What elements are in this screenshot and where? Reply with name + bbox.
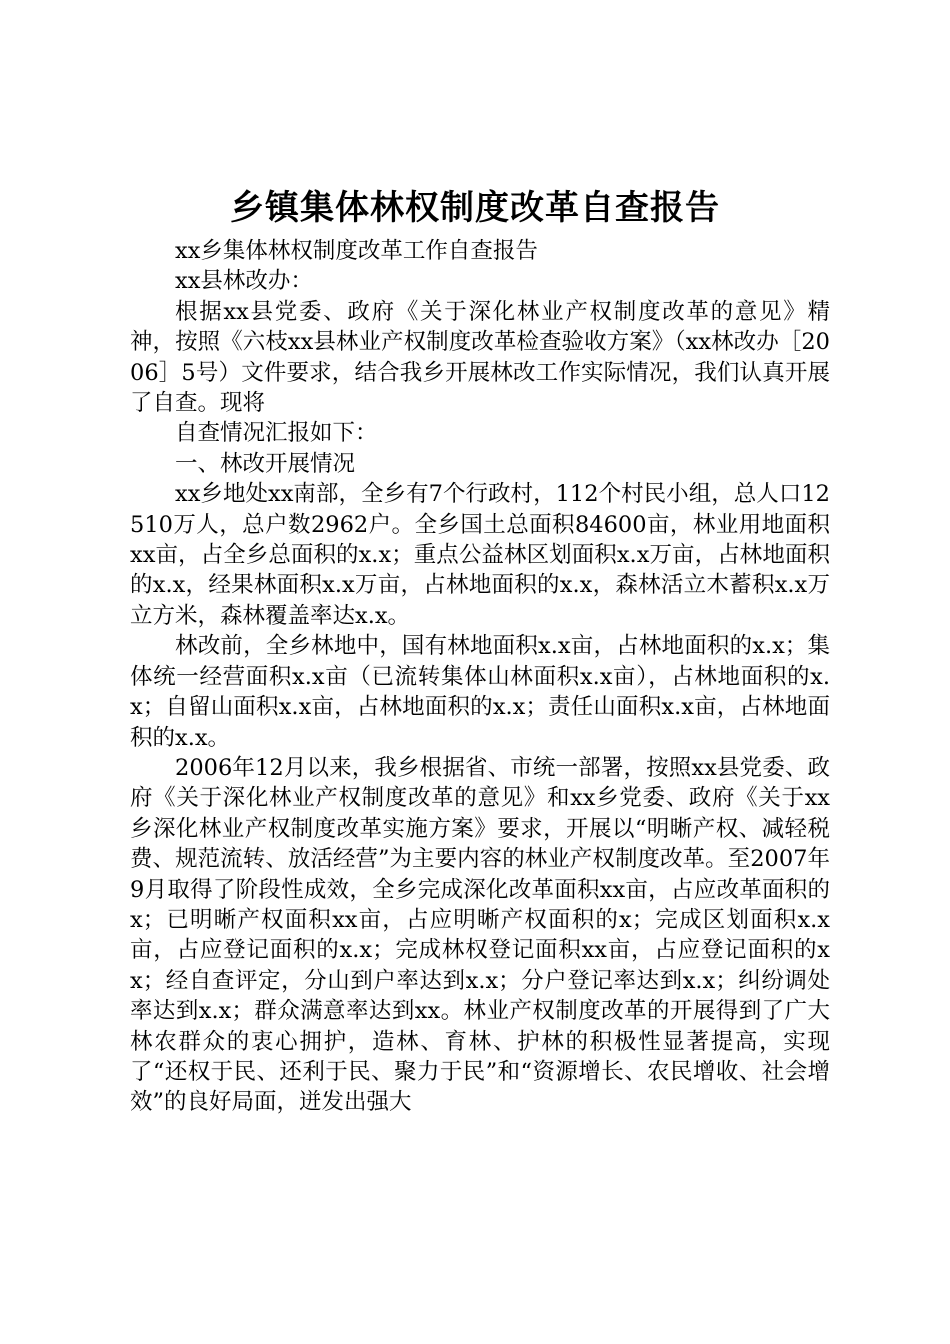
body-paragraph: 林改前，全乡林地中，国有林地面积x.x亩，占林地面积的x.x；集体统一经营面积x.x亩（已流转集体山林面积x.x亩），占林地面积的x.x；自留山面积x.x亩，占林地面积的x.x；责任山面积x.x亩，占林地面积的x.x。 bbox=[130, 633, 830, 751]
body-paragraph: xx乡地处xx南部，全乡有7个行政村，112个村民小组，总人口12510万人，总户数2962户。全乡国土总面积84600亩，林业用地面积xx亩，占全乡总面积的x.x；重点公益林区划面积x.x万亩，占林地面积的x.x，经果林面积x.x万亩，占林地面积的x.x，森林活立木蓄积x.x万立方米，森林覆盖率达x.x。 bbox=[130, 481, 830, 629]
section-heading: 一、林改开展情况 bbox=[175, 450, 356, 477]
report-subtitle: xx乡集体林权制度改革工作自查报告 bbox=[175, 238, 538, 264]
body-paragraph: 2006年12月以来，我乡根据省、市统一部署，按照xx县党委、政府《关于深化林业产权制度改革的意见》和xx乡党委、政府《关于xx乡深化林业产权制度改革实施方案》要求，开展以“明晰产权、减轻税费、规范流转、放活经营”为主要内容的林业产权制度改革。至2007年9月取得了阶段性成效，全乡完成深化改革面积xx亩，占应改革面积的x；已明晰产权面积xx亩，占应明晰产权面积的x；完成区划面积x.x亩，占应登记面积的x.x；完成林权登记面积xx亩，占应登记面积的xx；经自查评定，分山到户率达到x.x；分户登记率达到x.x；纠纷调处率达到x.x；群众满意率达到xx。林业产权制度改革的开展得到了广大林农群众的衷心拥护，造林、育林、护林的积极性显著提高，实现了“还权于民、还利于民、聚力于民”和“资源增长、农民增收、社会增效”的良好局面，迸发出强大 bbox=[130, 754, 830, 1116]
intro-paragraph: 根据xx县党委、政府《关于深化林业产权制度改革的意见》精神，按照《六枝xx县林业产权制度改革检查验收方案》（xx林改办［2006］5号）文件要求，结合我乡开展林改工作实际情况，我们认真开展了自查。现将 bbox=[130, 298, 830, 417]
recipient-line: xx县林改办： bbox=[175, 268, 313, 295]
document-body bbox=[130, 236, 830, 1118]
intro-continuation: 自查情况汇报如下： bbox=[175, 420, 378, 447]
document-title: 乡镇集体林权制度改革自查报告 bbox=[230, 188, 720, 228]
